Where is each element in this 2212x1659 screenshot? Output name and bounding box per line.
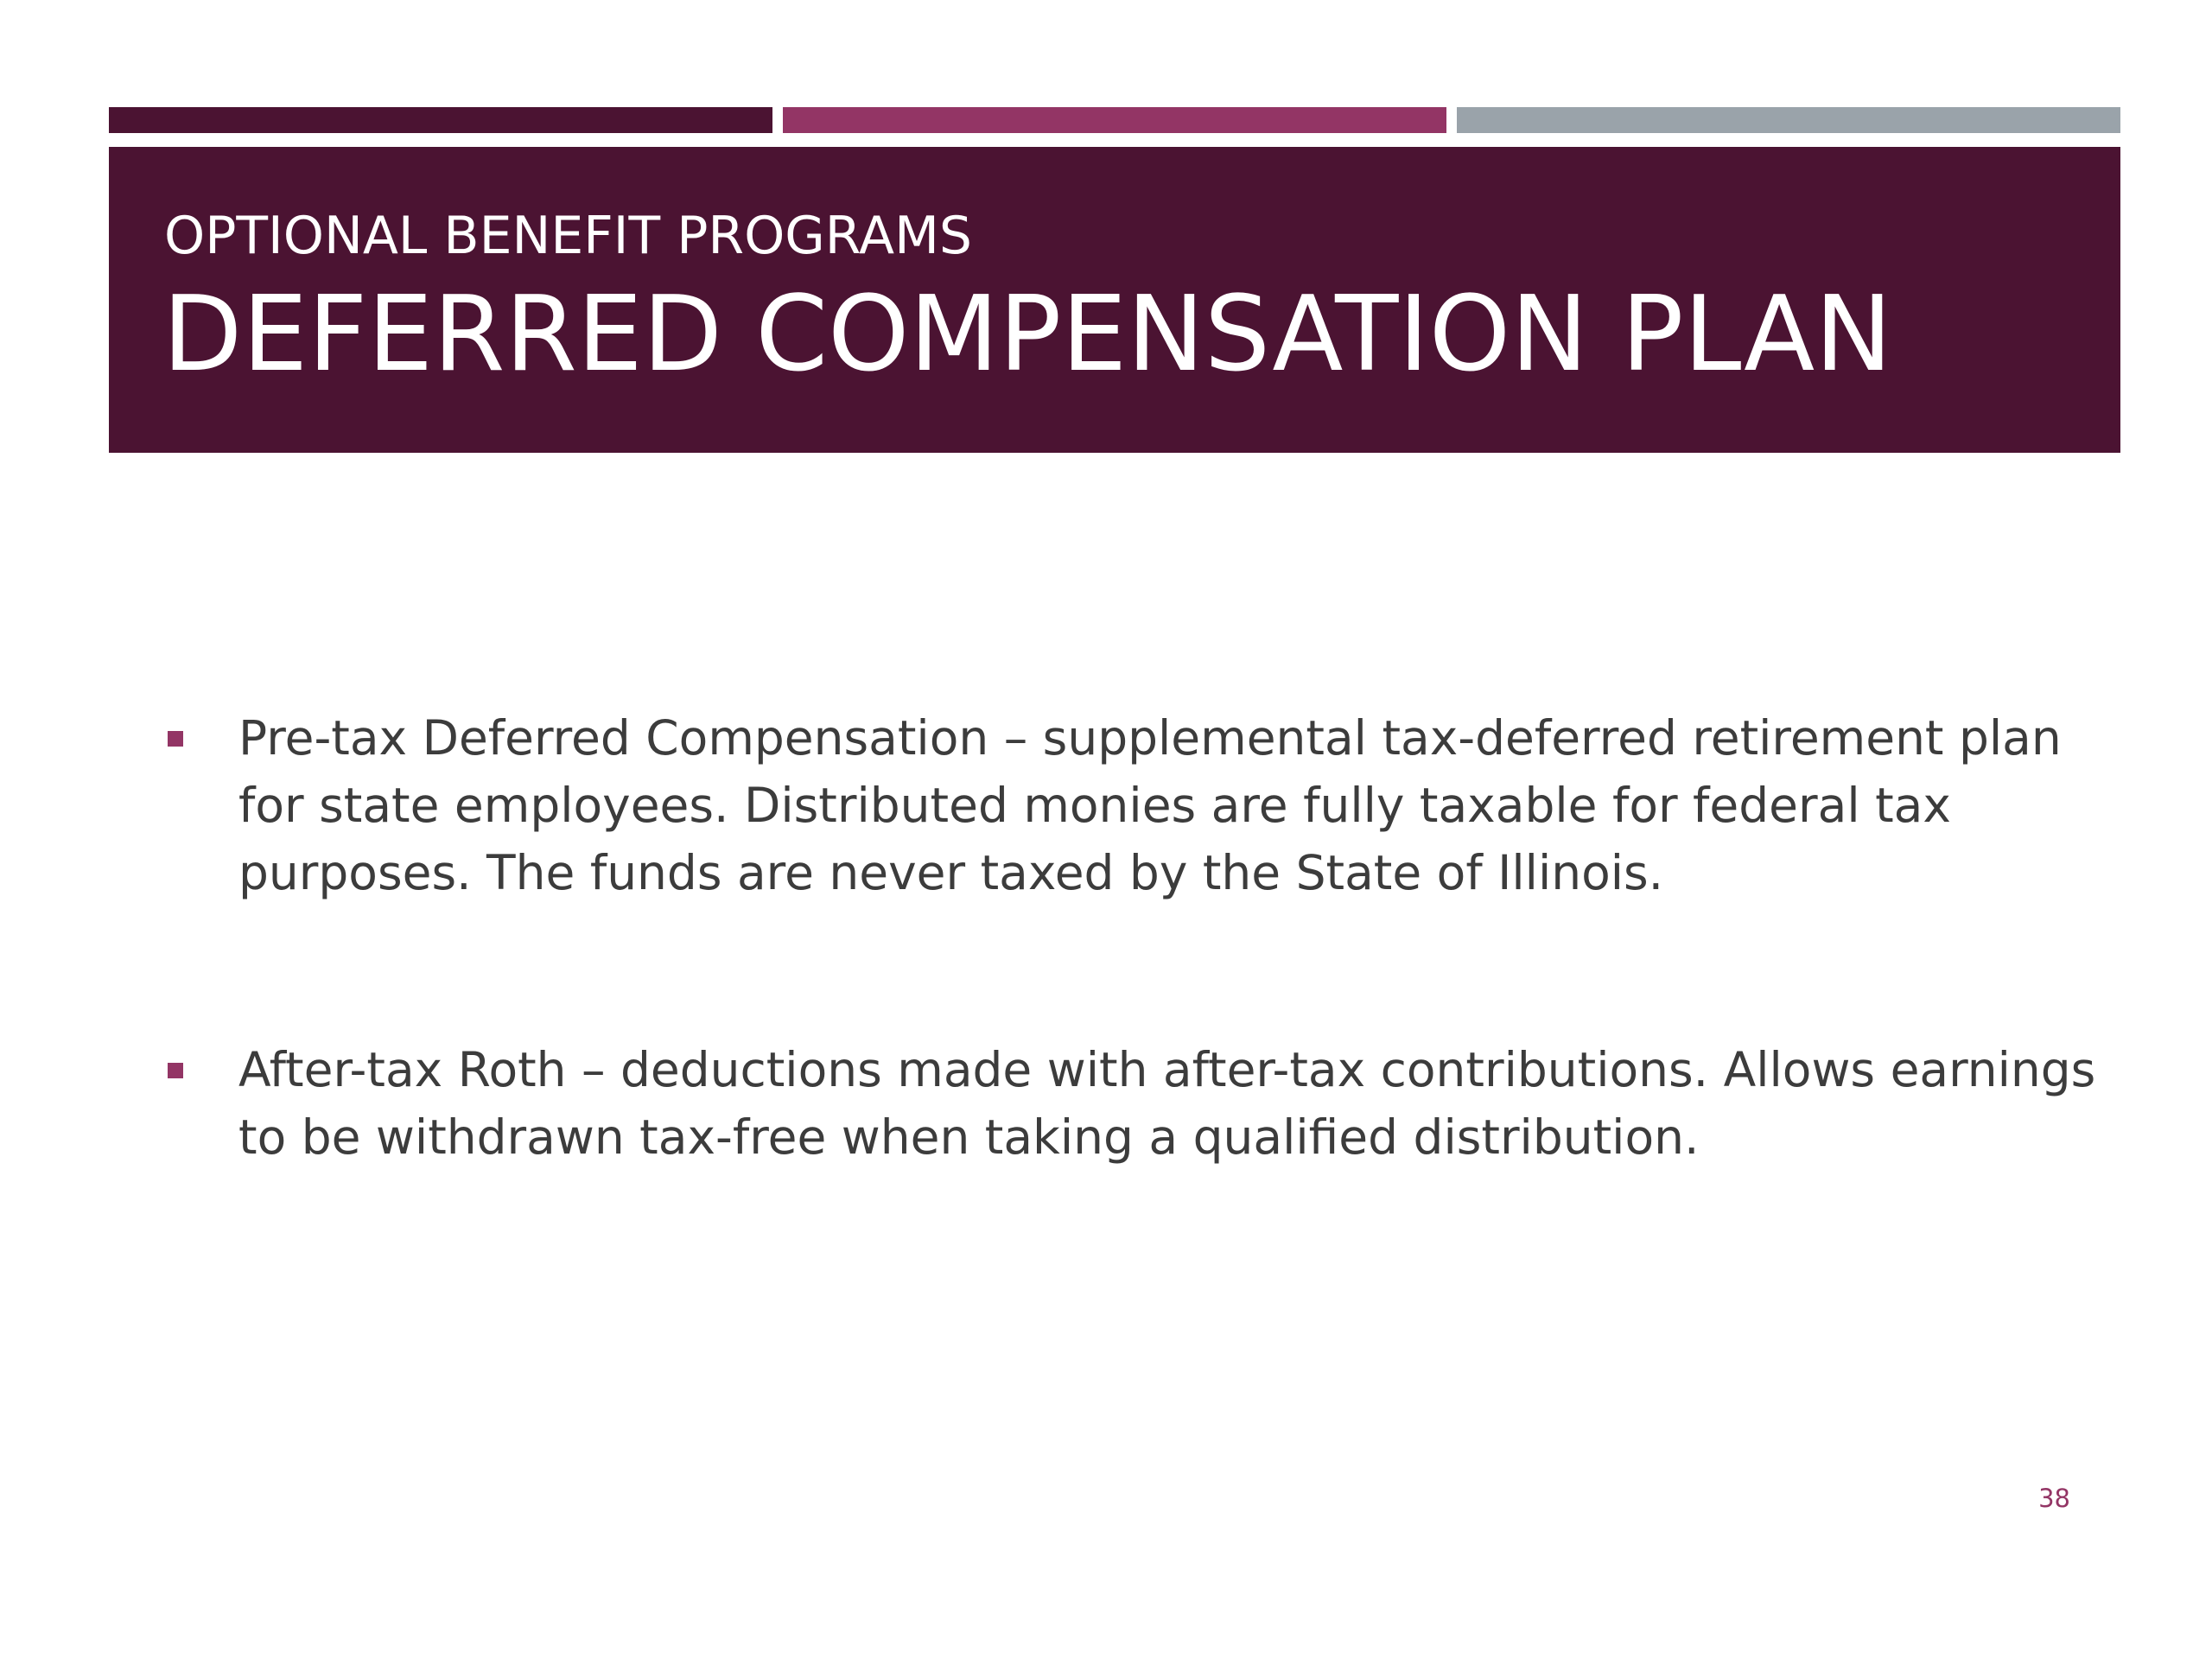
accent-bar-magenta xyxy=(783,107,1446,133)
slide-subtitle: OPTIONAL BENEFIT PROGRAMS xyxy=(164,206,972,266)
bullet-item-pretax xyxy=(164,704,2100,906)
slide-number: 38 xyxy=(2038,1484,2070,1513)
bullet-list xyxy=(164,704,2100,1171)
square-bullet-icon xyxy=(168,1063,183,1078)
accent-bar-gray xyxy=(1457,107,2120,133)
square-bullet-icon xyxy=(168,731,183,747)
bullet-text: Pre-tax Deferred Compensation – supplemental tax-deferred retirement plan for state employees. Distributed monies are fully taxable for federal tax purposes. The funds are never taxed by the State of Illinois. xyxy=(238,710,2062,900)
bullet-item-roth xyxy=(164,1036,2100,1171)
title-band xyxy=(109,147,2120,453)
accent-bar-dark xyxy=(109,107,772,133)
bullet-text: After-tax Roth – deductions made with after-tax contributions. Allows earnings to be withdrawn tax-free when taking a qualified distribution. xyxy=(238,1042,2096,1165)
slide-title: DEFERRED COMPENSATION PLAN xyxy=(162,275,1892,395)
